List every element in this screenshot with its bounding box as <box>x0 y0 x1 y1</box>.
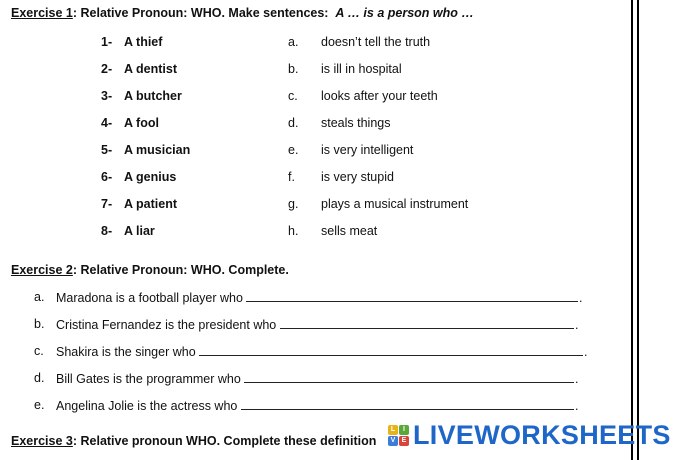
item-number: 3- <box>101 89 113 103</box>
exercise1-heading: : Relative Pronoun: WHO. Make sentences: <box>72 6 329 20</box>
sentence-stem <box>56 344 587 359</box>
answer-blank[interactable] <box>244 371 574 383</box>
sentence-text: Maradona is a football player who <box>56 291 243 305</box>
sentence-text: Shakira is the singer who <box>56 345 196 359</box>
item-number: 4- <box>101 116 113 130</box>
item-letter: d. <box>34 371 45 385</box>
answer-blank[interactable] <box>199 344 583 356</box>
definition-text: plays a musical instrument <box>321 197 469 211</box>
item-number: 8- <box>101 224 113 238</box>
exercise3-heading: : Relative pronoun WHO. Complete these definition <box>72 434 377 448</box>
definition-text: is ill in hospital <box>321 62 402 76</box>
sentence-text: Angelina Jolie is the actress who <box>56 399 238 413</box>
definition-text: steals things <box>321 116 391 130</box>
answer-blank[interactable] <box>241 398 574 410</box>
sentence-end: . <box>575 372 579 386</box>
liveworksheets-logo-icon: L I V E <box>388 425 410 447</box>
right-border-line-1 <box>631 0 633 460</box>
item-letter: a. <box>34 290 45 304</box>
answer-blank[interactable] <box>246 290 578 302</box>
definition-text: doesn’t tell the truth <box>321 35 431 49</box>
person-word: A genius <box>124 170 177 184</box>
definition-text: is very stupid <box>321 170 394 184</box>
sentence-stem <box>56 371 578 386</box>
person-word: A liar <box>124 224 155 238</box>
sentence-stem <box>56 290 582 305</box>
item-number: 1- <box>101 35 113 49</box>
exercise2-title <box>11 263 289 277</box>
definition-text: is very intelligent <box>321 143 414 157</box>
definition-letter: h. <box>288 224 299 238</box>
item-letter: e. <box>34 398 45 412</box>
person-word: A fool <box>124 116 159 130</box>
person-word: A dentist <box>124 62 178 76</box>
item-letter: b. <box>34 317 45 331</box>
sentence-end: . <box>579 291 583 305</box>
person-word: A musician <box>124 143 191 157</box>
sentence-text: Bill Gates is the programmer who <box>56 372 241 386</box>
liveworksheets-logo <box>388 420 671 451</box>
exercise2-heading: : Relative Pronoun: WHO. Complete. <box>72 263 289 277</box>
sentence-text: Cristina Fernandez is the president who <box>56 318 277 332</box>
definition-letter: b. <box>288 62 299 76</box>
right-border-line-2 <box>637 0 639 460</box>
liveworksheets-logo-text: LIVEWORKSHEETS <box>413 420 671 450</box>
item-number: 7- <box>101 197 113 211</box>
person-word: A thief <box>124 35 163 49</box>
sentence-end: . <box>575 318 579 332</box>
definition-letter: f. <box>288 170 295 184</box>
exercise1-label: Exercise 1 <box>11 6 73 20</box>
item-number: 6- <box>101 170 113 184</box>
definition-letter: e. <box>288 143 299 157</box>
definition-letter: g. <box>288 197 299 211</box>
answer-blank[interactable] <box>280 317 574 329</box>
sentence-stem <box>56 317 578 332</box>
item-letter: c. <box>34 344 44 358</box>
sentence-end: . <box>575 399 579 413</box>
exercise3-title <box>11 434 376 448</box>
exercise1-title <box>11 6 474 20</box>
sentence-stem <box>56 398 578 413</box>
definition-text: sells meat <box>321 224 378 238</box>
exercise1-prompt: A … is a person who … <box>335 6 474 20</box>
item-number: 2- <box>101 62 113 76</box>
exercise3-label: Exercise 3 <box>11 434 73 448</box>
definition-letter: a. <box>288 35 299 49</box>
exercise2-label: Exercise 2 <box>11 263 73 277</box>
definition-letter: c. <box>288 89 298 103</box>
definition-text: looks after your teeth <box>321 89 438 103</box>
person-word: A butcher <box>124 89 182 103</box>
definition-letter: d. <box>288 116 299 130</box>
sentence-end: . <box>584 345 588 359</box>
item-number: 5- <box>101 143 113 157</box>
person-word: A patient <box>124 197 178 211</box>
